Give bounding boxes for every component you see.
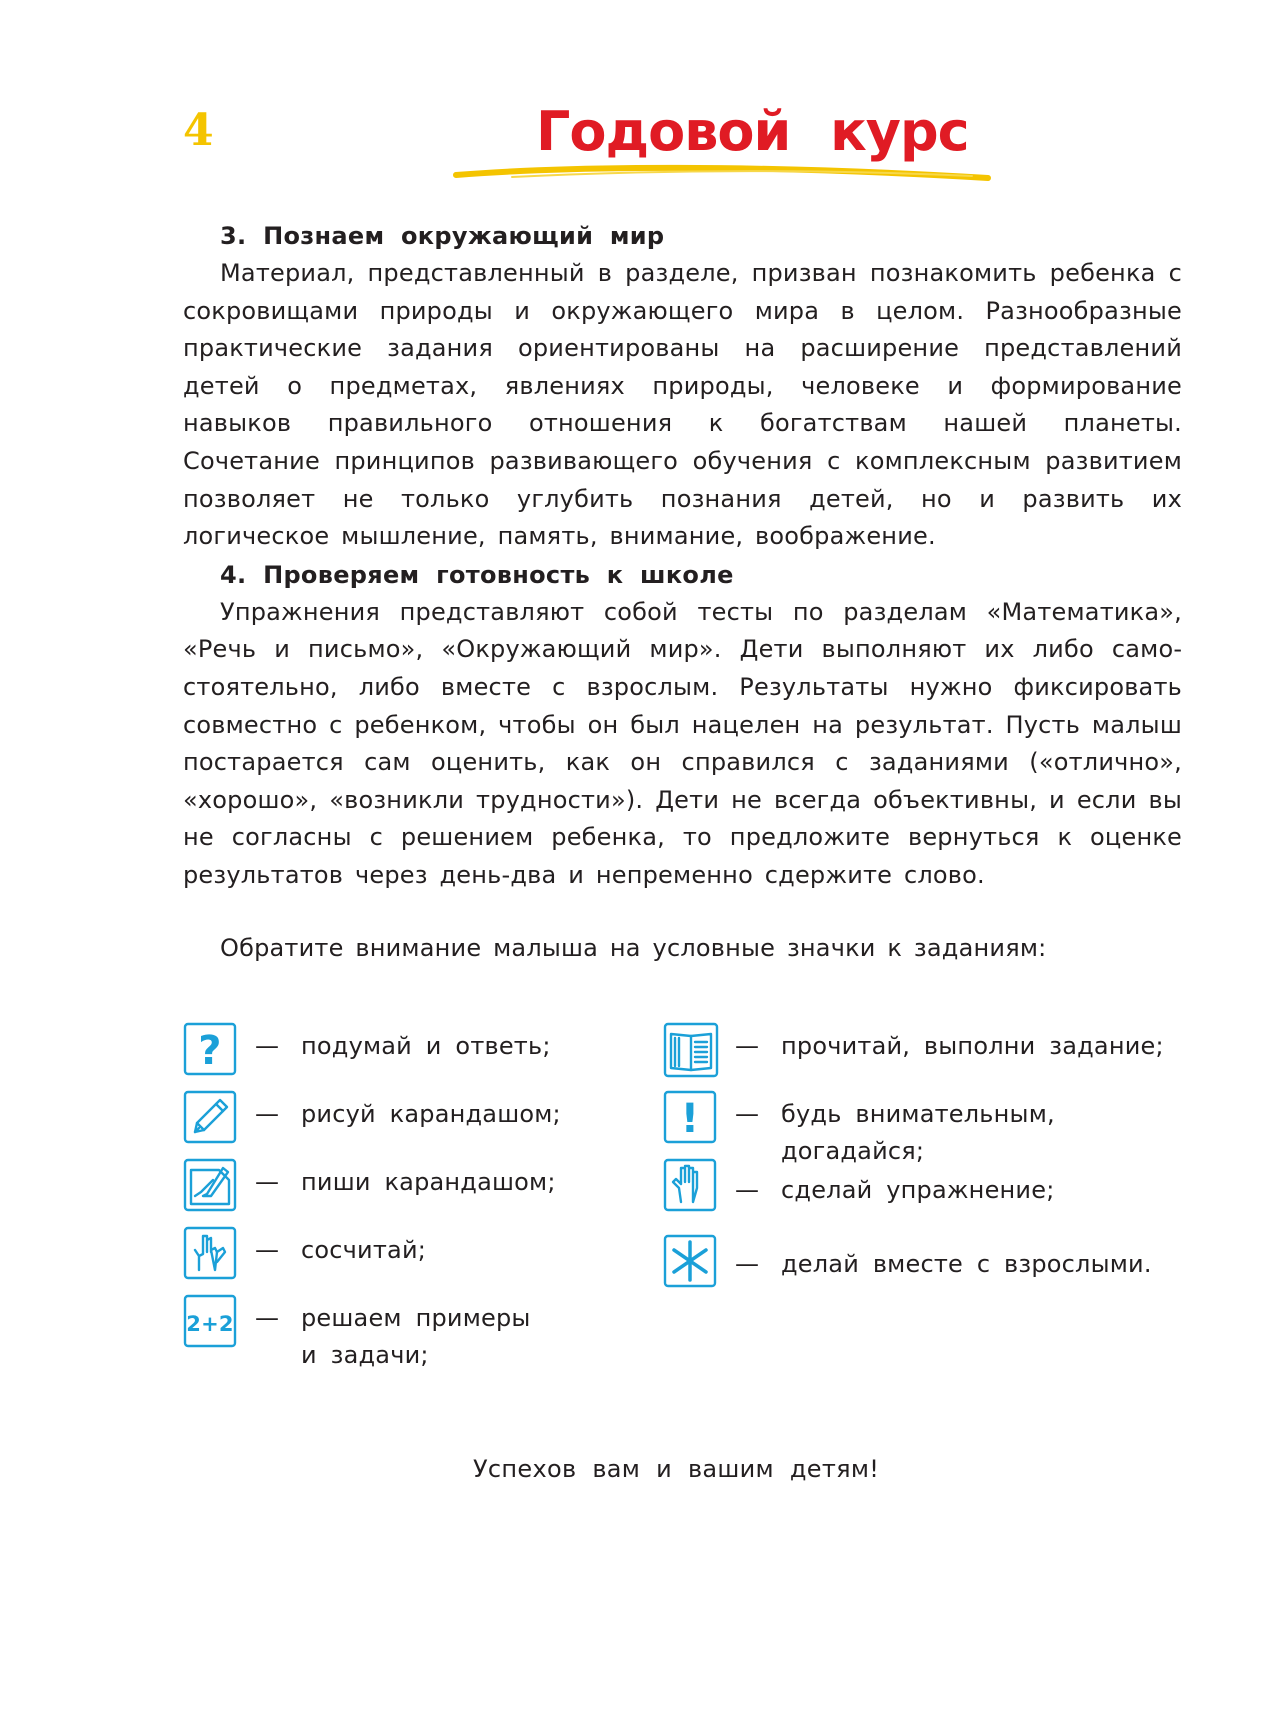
book-icon <box>663 1022 719 1078</box>
asterisk-icon <box>663 1234 717 1288</box>
dash: — <box>735 1250 760 1278</box>
legend-label-line: решаем примеры <box>301 1304 531 1332</box>
section-heading: 4. Проверяем готовность к школе <box>220 560 734 589</box>
section-heading: 3. Познаем окружающий мир <box>220 222 665 250</box>
dash: — <box>255 1236 280 1264</box>
dash: — <box>735 1176 760 1204</box>
svg-text:?: ? <box>198 1028 222 1074</box>
pencil-write-icon <box>183 1158 237 1212</box>
legend-item <box>183 1090 623 1158</box>
legend-label <box>301 1300 531 1374</box>
legend-item <box>183 1226 623 1294</box>
dash: — <box>255 1304 280 1332</box>
legend-item <box>183 1158 623 1226</box>
page-number: 4 <box>183 105 214 156</box>
question-icon <box>183 1022 237 1076</box>
svg-text:!: ! <box>680 1096 700 1142</box>
legend-left <box>183 1022 623 1374</box>
legend-label: рисуй карандашом; <box>301 1100 561 1128</box>
legend-item <box>663 1090 1203 1165</box>
exclamation-icon <box>663 1090 717 1144</box>
legend-label: сделай упражнение; <box>781 1176 1055 1204</box>
legend-item <box>663 1158 1203 1226</box>
legend-item <box>663 1226 1203 1294</box>
dash: — <box>735 1100 760 1128</box>
legend-item <box>183 1022 623 1090</box>
legend-item <box>183 1294 623 1374</box>
dash: — <box>255 1100 280 1128</box>
section-paragraph: Материал, представленный в разделе, призван познакомить ребенка с сокровищами природы и окружающего мира в целом. Разнообразные практические задания ориентированы на расширение представлений детей о предметах, явлениях природы, человеке и формирование навыков правильного отношения к богатствам нашей планеты. Сочетание принципов развивающего обучения с комплексным развитием позволяет не только углубить познания детей, но и развить их логическое мышление, память, внимание, воображение. <box>183 259 1182 551</box>
dash: — <box>255 1168 280 1196</box>
math-2plus2-icon <box>183 1294 237 1348</box>
pencil-draw-icon <box>183 1090 237 1144</box>
legend-label-line: будь внимательным, <box>781 1100 1055 1128</box>
dash: — <box>735 1032 760 1060</box>
open-hand-icon <box>663 1158 717 1212</box>
legend-label: подумай и ответь; <box>301 1032 551 1060</box>
closing-line: Успехов вам и вашим детям! <box>473 1455 880 1483</box>
dash: — <box>255 1032 280 1060</box>
legend-label: сосчитай; <box>301 1236 427 1264</box>
legend-label: прочитай, выполни задание; <box>781 1032 1164 1060</box>
svg-text:2+2: 2+2 <box>186 1312 234 1336</box>
title-underline <box>452 160 992 190</box>
legend-right <box>663 1022 1203 1294</box>
counting-hand-icon <box>183 1226 237 1280</box>
legend-label-line: и задачи; <box>301 1341 429 1369</box>
legend-label: делай вместе с взрослыми. <box>781 1250 1152 1278</box>
legend-label-line: догадайся; <box>781 1137 925 1165</box>
legend-item <box>663 1022 1203 1090</box>
legend-label: пиши карандашом; <box>301 1168 556 1196</box>
main-text <box>183 217 1182 967</box>
section-paragraph: Упражнения представляют собой тесты по разделам «Математика», «Речь и письмо», «Окружающий мир». Дети выполняют их либо самостоятельно, либо вместе с взрослым. Результаты нужно фиксировать совместно с ребенком, чтобы он был нацелен на результат. Пусть малыш постарается сам оценить, как он справился с заданиями («отлично», «хорошо», «возникли трудности»). Дети не всегда объективны, и если вы не согласны с решением ребенка, то предложите вернуться к оценке результатов через день-два и непременно сдержите слово. <box>183 597 1182 889</box>
icons-intro: Обратите внимание малыша на условные значки к заданиям: <box>220 933 1047 962</box>
page-title: Годовой курс <box>536 100 969 163</box>
